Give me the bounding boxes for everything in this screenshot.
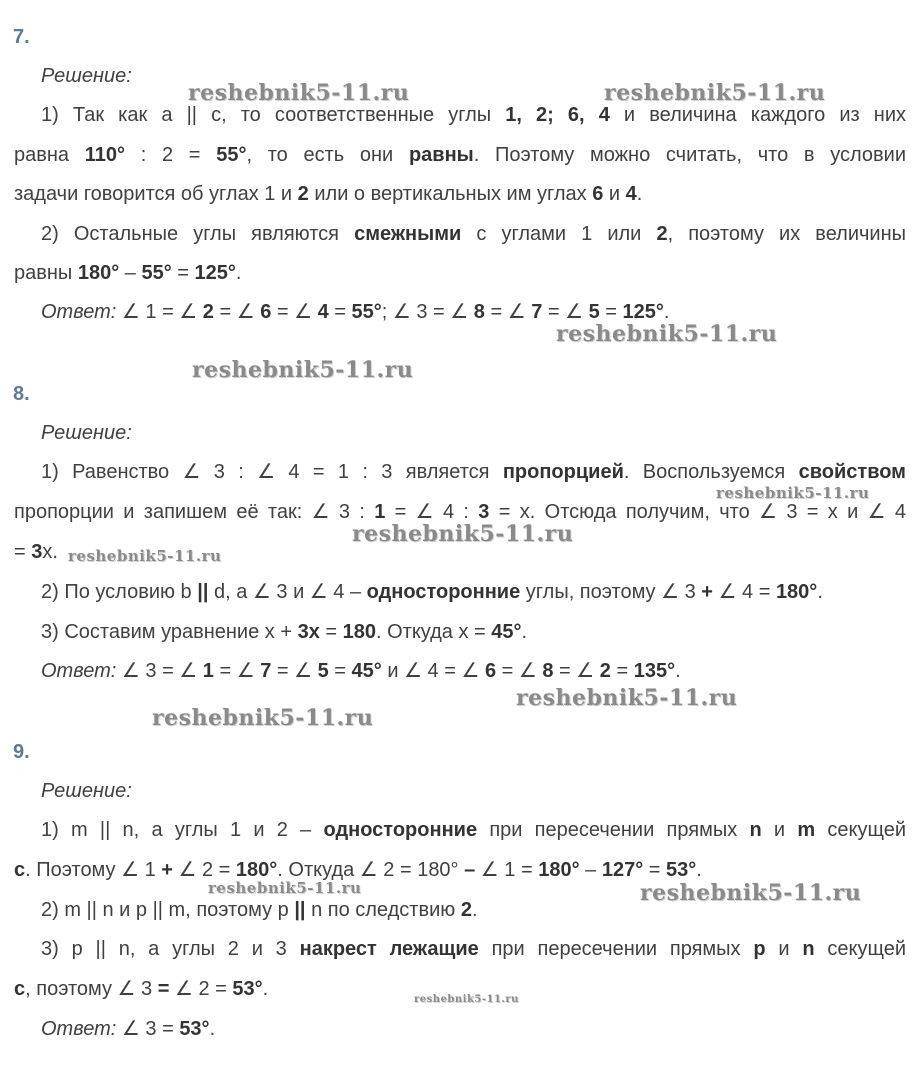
problem-9-p1-line2: c. Поэтому ∠ 1 + ∠ 2 = 180°. Откуда ∠ 2 = 180° – ∠ 1 = 180° – 127° = 53°. bbox=[14, 859, 702, 881]
problem-9-p2: 2) m || n и p || m, поэтому p || n по следствию 2. bbox=[41, 899, 478, 921]
watermark: reshebnik5-11.ru bbox=[68, 547, 222, 565]
watermark: reshebnik5-11.ru bbox=[152, 705, 374, 731]
problem-7-p2-line2: равны 180° – 55° = 125°. bbox=[14, 262, 242, 284]
watermark: reshebnik5-11.ru bbox=[414, 994, 519, 1005]
watermark: reshebnik5-11.ru bbox=[352, 521, 574, 547]
problem-9-p1-line1: 1) m || n, а углы 1 и 2 – односторонние при пересечении прямых n и m секущей bbox=[41, 819, 906, 841]
problem-9-number: 9. bbox=[13, 741, 30, 763]
problem-8-answer: Ответ: ∠ 3 = ∠ 1 = ∠ 7 = ∠ 5 = 45° и ∠ 4 = ∠ 6 = ∠ 8 = ∠ 2 = 135°. bbox=[41, 660, 681, 682]
problem-7-p1-line2: равна 110° : 2 = 55°, то есть они равны. Поэтому можно считать, что в условии bbox=[14, 144, 906, 166]
watermark: reshebnik5-11.ru bbox=[516, 685, 738, 711]
problem-7-answer: Ответ: ∠ 1 = ∠ 2 = ∠ 6 = ∠ 4 = 55°; ∠ 3 = ∠ 8 = ∠ 7 = ∠ 5 = 125°. bbox=[41, 301, 670, 323]
watermark: reshebnik5-11.ru bbox=[604, 80, 826, 106]
problem-7-p1-line1: 1) Так как a || c, то соответственные углы 1, 2; 6, 4 и величина каждого из них bbox=[41, 104, 906, 126]
problem-8-p1-line1: 1) Равенство ∠ 3 : ∠ 4 = 1 : 3 является пропорцией. Воспользуемся свойством bbox=[41, 461, 906, 483]
watermark: reshebnik5-11.ru bbox=[192, 357, 414, 383]
problem-9-solution-label: Решение: bbox=[41, 780, 132, 802]
problem-9-p3-line2: c, поэтому ∠ 3 = ∠ 2 = 53°. bbox=[14, 978, 269, 1000]
problem-7-solution-label: Решение: bbox=[41, 65, 132, 87]
problem-9-p3-line1: 3) p || n, а углы 2 и 3 накрест лежащие при пересечении прямых p и n секущей bbox=[41, 938, 906, 960]
problem-8-number: 8. bbox=[13, 383, 30, 405]
problem-8-p2: 2) По условию b || d, а ∠ 3 и ∠ 4 – односторонние углы, поэтому ∠ 3 + ∠ 4 = 180°. bbox=[41, 581, 823, 603]
problem-7-p1-line3: задачи говорится об углах 1 и 2 или о вертикальных им углах 6 и 4. bbox=[14, 183, 643, 205]
problem-8-solution-label: Решение: bbox=[41, 422, 132, 444]
watermark: reshebnik5-11.ru bbox=[556, 321, 778, 347]
watermark: reshebnik5-11.ru bbox=[640, 880, 862, 906]
watermark: reshebnik5-11.ru bbox=[716, 484, 870, 502]
problem-8-p1-line3: = 3x. bbox=[14, 541, 58, 563]
problem-7-number: 7. bbox=[13, 26, 30, 48]
watermark: reshebnik5-11.ru bbox=[188, 80, 410, 106]
watermark: reshebnik5-11.ru bbox=[208, 879, 362, 897]
problem-9-answer: Ответ: ∠ 3 = 53°. bbox=[41, 1018, 216, 1040]
problem-8-p3: 3) Составим уравнение x + 3x = 180. Откуда x = 45°. bbox=[41, 621, 528, 643]
problem-8-p1-line2: пропорции и запишем её так: ∠ 3 : 1 = ∠ 4 : 3 = x. Отсюда получим, что ∠ 3 = x и ∠ 4 bbox=[14, 501, 907, 523]
problem-7-p2-line1: 2) Остальные углы являются смежными с углами 1 или 2, поэтому их величины bbox=[41, 223, 907, 245]
